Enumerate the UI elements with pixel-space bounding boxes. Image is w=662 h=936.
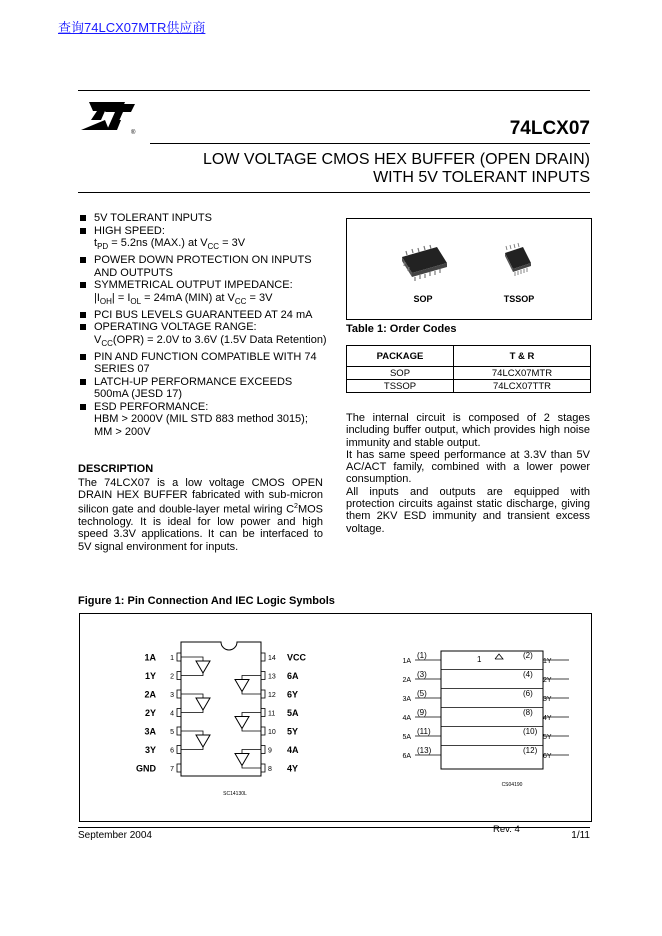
tssop-package-image: [505, 243, 531, 276]
tssop-label: TSSOP: [503, 294, 535, 304]
order-codes-table: [346, 345, 591, 393]
right-buffer-wire: [242, 676, 261, 680]
title-line-1: LOW VOLTAGE CMOS HEX BUFFER (OPEN DRAIN): [203, 151, 590, 168]
table-cell: 74LCX07TTR: [454, 380, 591, 393]
iec-input-number: (5): [417, 689, 427, 698]
page-number: 1/11: [571, 830, 590, 841]
column-header: PACKAGE: [347, 346, 454, 367]
left-buffer-wire: [181, 731, 203, 735]
pin-name: 4Y: [287, 763, 299, 774]
part-number: 74LCX07: [509, 118, 590, 139]
order-table-caption: Table 1: Order Codes: [346, 323, 457, 335]
iec-input-name: 6A: [402, 753, 411, 760]
top-rule: [78, 90, 590, 91]
sop-package-image: [402, 245, 447, 281]
feature-item: ESD PERFORMANCE: HBM > 2000V (MIL STD 883 method 3015); MM > 200V: [80, 401, 328, 439]
left-buffer-gate: [196, 735, 210, 747]
table-row: [347, 367, 591, 380]
pin-name: 5A: [287, 708, 299, 718]
pin-name: 6A: [287, 671, 299, 681]
section-rule: [78, 192, 590, 193]
left-buffer-gate: [196, 661, 210, 673]
feature-item: SYMMETRICAL OUTPUT IMPEDANCE: $|I_{OH}| = I_{OL} = 24mA$ (MIN) at $V_{CC} = 3V$: [80, 279, 328, 308]
pin-pad: [261, 727, 265, 735]
iec-output-number: (4): [523, 670, 533, 679]
iec-output-name: 4Y: [543, 715, 552, 722]
right-buffer-gate: [235, 754, 249, 766]
pin-pad: [261, 764, 265, 772]
iec-input-number: (3): [417, 670, 427, 679]
pin-number: 13: [268, 673, 276, 681]
package-drawings: [347, 219, 591, 319]
pin-pad: [177, 653, 181, 661]
pin-number: 12: [268, 692, 276, 699]
circuit-description: The internal circuit is composed of 2 stages including buffer output, which provides high noise immunity and stable output. It has same speed performance at 3.3V than 5V AC/ACT family, combined with a lower power consumption. All inputs and outputs are equipped with protection circuits against static discharge, giving them 2KV ESD immunity and transient excess voltage.: [346, 412, 590, 535]
title-rule: [150, 143, 590, 144]
pin-connection-diagram: [136, 642, 307, 797]
pin-name: 2Y: [144, 708, 156, 718]
iec-input-name: 2A: [402, 677, 411, 684]
right-buffer-gate: [235, 717, 249, 729]
left-buffer-wire: [181, 710, 203, 713]
description-text: The 74LCX07 is a low voltage CMOS OPEN DRAIN HEX BUFFER fabricated with sub-micron silicon gate and double-layer metal wiring $C^2MOS$ technology. It is ideal for low power and high speed 3.3V applications. It can be interfaced to 5V signal environment for inputs.: [78, 477, 323, 553]
iec-input-name: 4A: [402, 715, 411, 722]
left-buffer-wire: [181, 673, 203, 676]
iec-output-name: 3Y: [543, 696, 552, 703]
iec-output-name: 6Y: [543, 753, 552, 760]
pin-number: 3: [170, 692, 174, 699]
iec-input-name: 5A: [402, 734, 411, 741]
iec-input-number: (13): [417, 746, 432, 755]
supplier-link[interactable]: 查询74LCX07MTR供应商: [58, 20, 206, 35]
right-buffer-wire: [242, 692, 261, 695]
iec-output-number: (6): [523, 689, 533, 698]
feature-item: HIGH SPEED: $t_{PD} = 5.2ns$ (MAX.) at $V_{CC} = 3V$: [80, 225, 328, 254]
pin-name: GND: [136, 763, 156, 774]
iec-output-number: (12): [523, 746, 538, 755]
pin-pad: [177, 672, 181, 680]
iec-output-name: 2Y: [543, 677, 552, 684]
feature-item: POWER DOWN PROTECTION ON INPUTS AND OUTPUTS: [80, 254, 328, 279]
feature-item: LATCH-UP PERFORMANCE EXCEEDS 500mA (JESD 17): [80, 376, 328, 401]
pin-name: 5Y: [287, 726, 299, 737]
st-logo: [79, 98, 141, 138]
pin-name: 3Y: [144, 745, 156, 755]
pin-pad: [177, 727, 181, 735]
pin-number: 8: [268, 766, 272, 773]
right-buffer-wire: [242, 750, 261, 754]
pin-name: 6Y: [287, 689, 299, 700]
table-cell: TSSOP: [347, 380, 454, 393]
pin-pad: [261, 709, 265, 717]
pin-diagram-code: SC14130L: [223, 791, 247, 797]
pin-number: 2: [170, 673, 174, 681]
feature-item: PCI BUS LEVELS GUARANTEED AT 24 mA: [80, 309, 328, 322]
pin-pad: [177, 764, 181, 772]
left-buffer-wire: [181, 657, 203, 661]
table-cell: SOP: [347, 367, 454, 380]
pin-number: 11: [268, 710, 276, 718]
iec-input-number: (9): [417, 708, 427, 717]
table-row: [347, 380, 591, 393]
open-drain-symbol: [495, 654, 503, 659]
table-header-row: [347, 346, 591, 367]
iec-output-number: (2): [523, 651, 533, 660]
iec-input-number: (1): [417, 651, 427, 660]
package-images: [346, 218, 592, 320]
iec-input-name: 3A: [402, 696, 411, 703]
revision: Rev. 4: [493, 824, 520, 835]
feature-list: [80, 212, 328, 439]
pin-name: VCC: [287, 652, 307, 663]
iec-output-number: (8): [523, 708, 533, 717]
pin-pad: [177, 746, 181, 754]
pin-name: 1Y: [144, 671, 156, 681]
title-line-2: WITH 5V TOLERANT INPUTS: [373, 169, 590, 186]
pin-number: 10: [268, 729, 276, 736]
pin-name: 3A: [144, 726, 156, 737]
figure-caption: Figure 1: Pin Connection And IEC Logic Symbols: [78, 595, 335, 607]
pin-number: 14: [268, 655, 276, 662]
right-buffer-wire: [242, 713, 261, 717]
left-buffer-wire: [181, 694, 203, 698]
description-heading: DESCRIPTION: [78, 463, 154, 475]
feature-item: OPERATING VOLTAGE RANGE: $V_{CC}(OPR) = 2.0V$ to 3.6V (1.5V Data Retention): [80, 321, 328, 350]
table-cell: 74LCX07MTR: [454, 367, 591, 380]
pin-number: 5: [170, 729, 174, 736]
pin-name: 4A: [287, 745, 299, 755]
pin-pad: [261, 746, 265, 754]
iec-code: CS04190: [501, 782, 523, 788]
right-buffer-wire: [242, 729, 261, 732]
pin-name: 2A: [144, 689, 156, 700]
iec-input-number: (11): [417, 727, 431, 736]
pin-pad: [261, 653, 265, 661]
pin-number: 6: [170, 747, 174, 755]
iec-logic-symbol: [402, 651, 569, 788]
pin-number: 9: [268, 747, 272, 755]
feature-item: 5V TOLERANT INPUTS: [80, 212, 328, 225]
pin-number: 7: [170, 766, 174, 773]
iec-output-name: 1Y: [543, 658, 552, 665]
iec-qualifier: 1: [477, 655, 482, 664]
footer-date: September 2004: [78, 830, 152, 841]
iec-input-name: 1A: [402, 658, 411, 665]
figure-box: [79, 613, 592, 822]
pin-pad: [177, 690, 181, 698]
left-buffer-wire: [181, 747, 203, 750]
iec-output-name: 5Y: [543, 734, 552, 741]
column-header: T & R: [454, 346, 591, 367]
pin-pad: [261, 672, 265, 680]
sop-label: SOP: [413, 294, 433, 304]
pin-pad: [261, 690, 265, 698]
page-title: [203, 151, 590, 187]
pin-pad: [177, 709, 181, 717]
figure-diagram: [80, 614, 591, 821]
svg-text:®: ®: [131, 130, 136, 136]
pin-name: 1A: [144, 652, 156, 663]
pin-number: 1: [170, 655, 174, 662]
right-buffer-gate: [235, 680, 249, 692]
right-buffer-wire: [242, 766, 261, 769]
left-buffer-gate: [196, 698, 210, 710]
pin-number: 4: [170, 710, 174, 718]
feature-item: PIN AND FUNCTION COMPATIBLE WITH 74 SERIES 07: [80, 351, 328, 376]
iec-output-number: (10): [523, 727, 538, 736]
